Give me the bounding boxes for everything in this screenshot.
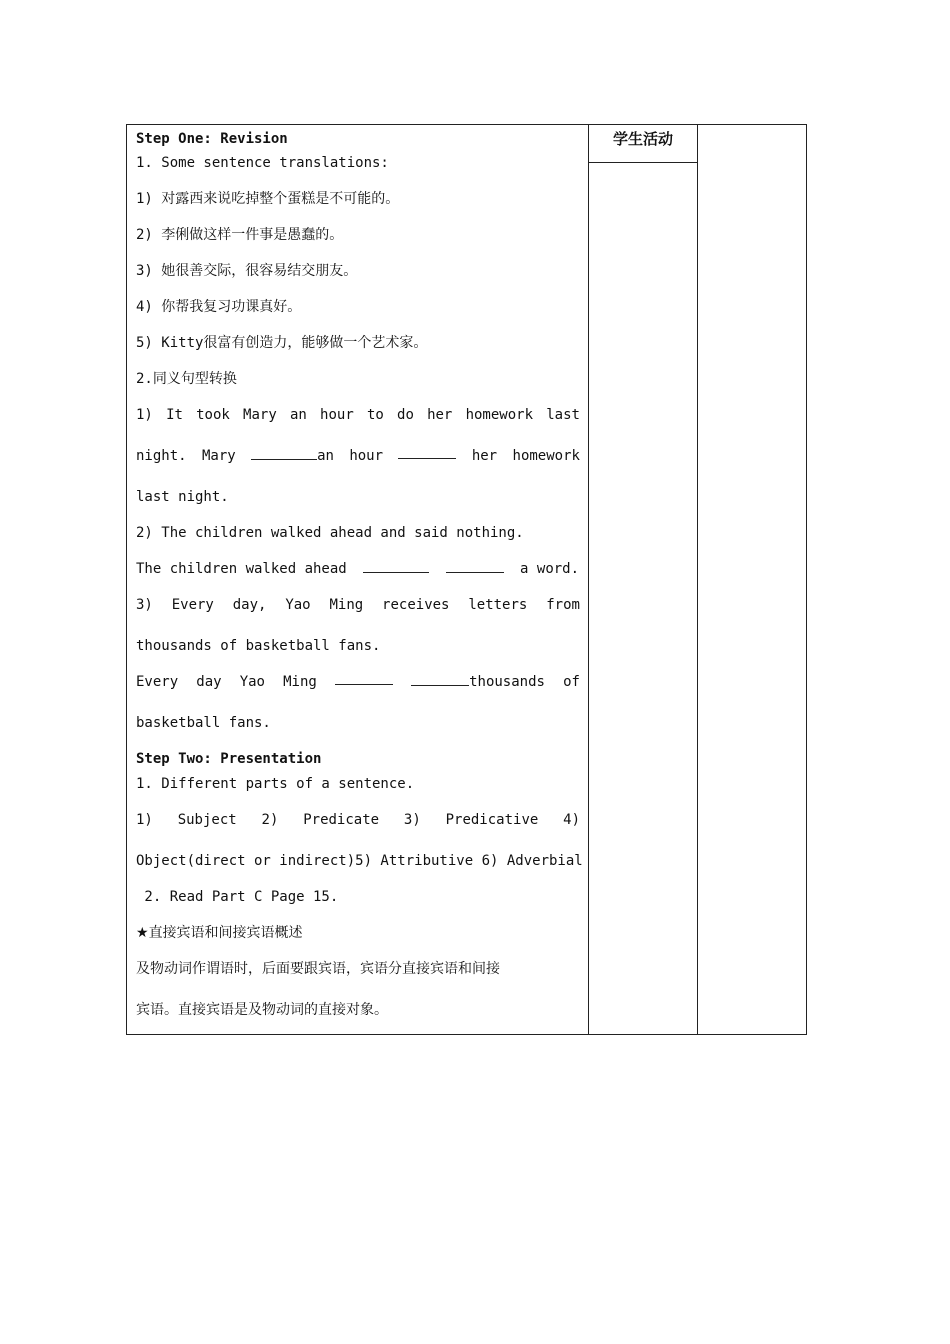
exercise-1-sentence: 1) It took Mary an hour to do her homework last — [136, 407, 580, 423]
exercise-1-rewrite: night. Mary an hour her homework — [136, 448, 580, 464]
object-overview-heading: ★直接宾语和间接宾语概述 — [136, 925, 303, 941]
star-icon: ★ — [136, 925, 149, 941]
exercise-3-sentence-end: thousands of basketball fans. — [136, 638, 381, 654]
exercise-3-sentence: 3) Every day, Yao Ming receives letters from — [136, 597, 580, 613]
translation-item-3: 3) 她很善交际，很容易结交朋友。 — [136, 263, 358, 279]
translation-item-4: 4) 你帮我复习功课真好。 — [136, 299, 302, 315]
translation-item-1: 1) 对露西来说吃掉整个蛋糕是不可能的。 — [136, 191, 400, 207]
step-one-title: Step One: Revision — [136, 131, 288, 147]
translations-heading: 1. Some sentence translations: — [136, 155, 389, 171]
blank-line[interactable] — [363, 560, 429, 573]
blank-line[interactable] — [335, 672, 393, 685]
exercise-2-rewrite: The children walked ahead a word. — [136, 561, 580, 577]
notes-column — [698, 125, 806, 1034]
exercise-2-sentence: 2) The children walked ahead and said nothing. — [136, 525, 524, 541]
lesson-content — [136, 129, 583, 1020]
blank-line[interactable] — [446, 560, 504, 573]
sentence-parts-list-cont: Object(direct or indirect)5) Attributive 6) Adverbial — [136, 853, 583, 869]
sentence-parts-heading: 1. Different parts of a sentence. — [136, 776, 415, 792]
conversion-heading: 2.同义句型转换 — [136, 371, 237, 387]
exercise-1-rewrite-end: last night. — [136, 489, 229, 505]
lesson-content-column — [127, 125, 589, 1034]
student-activity-header: 学生活动 — [589, 125, 697, 163]
blank-line[interactable] — [411, 673, 469, 686]
step-two-title: Step Two: Presentation — [136, 751, 322, 767]
read-part-c: 2. Read Part C Page 15. — [136, 889, 339, 905]
object-overview-paragraph-line-2: 宾语。直接宾语是及物动词的直接对象。 — [136, 1002, 388, 1018]
translation-item-5: 5) Kitty很富有创造力，能够做一个艺术家。 — [136, 335, 428, 351]
exercise-3-rewrite: Every day Yao Ming thousands of — [136, 674, 580, 690]
lesson-table — [126, 124, 807, 1035]
blank-line[interactable] — [398, 446, 456, 459]
object-overview-paragraph-line-1: 及物动词作谓语时，后面要跟宾语，宾语分直接宾语和间接 — [136, 961, 500, 977]
sentence-parts-list: 1) Subject 2) Predicate 3) Predicative 4) — [136, 812, 580, 828]
translation-item-2: 2) 李俐做这样一件事是愚蠢的。 — [136, 227, 344, 243]
exercise-3-rewrite-end: basketball fans. — [136, 715, 271, 731]
blank-line[interactable] — [251, 447, 317, 460]
student-activity-column — [589, 125, 698, 1034]
